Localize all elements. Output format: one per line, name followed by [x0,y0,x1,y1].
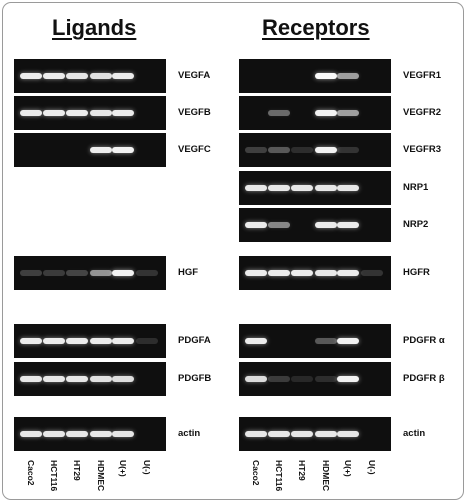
band-nrp1-u [337,185,359,191]
band-vegfb-u [112,110,134,116]
lane-label-receptors-u: U(+) [343,460,353,477]
band-pdgfb-u [112,376,134,382]
label-vegfr3: VEGFR3 [403,144,442,155]
band-vegfb-hdmec [90,110,112,116]
band-nrp1-ht29 [291,185,313,191]
gel-actin-r [239,417,391,451]
band-vegfb-caco2 [20,110,42,116]
band-actin-r-hdmec [315,431,337,437]
gel-nrp1 [239,171,391,205]
band-pdgfrb-u [337,376,359,382]
lane-label-ligands-u: U(-) [142,460,152,475]
label-vegfc: VEGFC [178,144,211,155]
gel-vegfb [14,96,166,130]
gel-pdgfb [14,362,166,396]
band-vegfr3-hdmec [315,147,337,153]
band-nrp2-hdmec [315,222,337,228]
label-vegfr2: VEGFR2 [403,107,442,118]
band-vegfr3-ht29 [291,147,313,153]
ligands-heading: Ligands [52,15,137,40]
band-pdgfra-hdmec [315,338,337,344]
gel-hgf [14,256,166,290]
band-nrp1-hct116 [268,185,290,191]
gel-vegfa [14,59,166,93]
gel-vegfr2 [239,96,391,130]
gel-nrp2 [239,208,391,242]
band-pdgfrb-ht29 [291,376,313,382]
band-actin-l-hct116 [43,431,65,437]
band-vegfr1-u [337,73,359,79]
band-vegfc-u [112,147,134,153]
lane-label-receptors-hdmec: HDMEC [321,460,331,492]
band-pdgfrb-hct116 [268,376,290,382]
band-pdgfb-hct116 [43,376,65,382]
band-hgfr-hdmec [315,270,337,276]
band-pdgfra-u [337,338,359,344]
band-pdgfa-u [136,338,158,344]
band-nrp1-caco2 [245,185,267,191]
gel-pdgfrb [239,362,391,396]
band-vegfr2-hdmec [315,110,337,116]
band-pdgfrb-hdmec [315,376,337,382]
lane-label-ligands-u: U(+) [118,460,128,477]
band-actin-l-ht29 [66,431,88,437]
band-hgfr-caco2 [245,270,267,276]
band-hgfr-u [361,270,383,276]
band-actin-r-ht29 [291,431,313,437]
label-vegfa: VEGFA [178,70,211,81]
band-hgf-hct116 [43,270,65,276]
label-vegfr1: VEGFR1 [403,70,442,81]
band-pdgfa-hdmec [90,338,112,344]
lane-label-ligands-hdmec: HDMEC [96,460,106,492]
band-hgf-hdmec [90,270,112,276]
band-vegfa-u [112,73,134,79]
label-pdgfra: PDGFR α [403,335,445,346]
label-actin-l: actin [178,428,201,439]
band-vegfr3-u [337,147,359,153]
band-actin-l-hdmec [90,431,112,437]
band-actin-l-caco2 [20,431,42,437]
band-vegfa-hdmec [90,73,112,79]
band-vegfb-hct116 [43,110,65,116]
gel-pdgfa [14,324,166,358]
band-nrp2-u [337,222,359,228]
band-vegfr2-u [337,110,359,116]
band-vegfa-caco2 [20,73,42,79]
band-hgfr-hct116 [268,270,290,276]
band-vegfr3-caco2 [245,147,267,153]
band-pdgfa-u [112,338,134,344]
band-pdgfa-hct116 [43,338,65,344]
lane-label-receptors-caco2: Caco2 [251,460,261,486]
band-nrp2-hct116 [268,222,290,228]
band-actin-r-hct116 [268,431,290,437]
lane-label-ligands-hct116: HCT116 [49,460,59,492]
label-nrp2: NRP2 [403,219,429,230]
label-nrp1: NRP1 [403,182,429,193]
band-hgfr-ht29 [291,270,313,276]
label-hgf: HGF [178,267,199,278]
label-pdgfb: PDGFB [178,373,212,384]
gel-vegfr3 [239,133,391,167]
lane-label-receptors-u: U(-) [367,460,377,475]
band-vegfr3-hct116 [268,147,290,153]
gel-hgfr [239,256,391,290]
band-hgf-ht29 [66,270,88,276]
label-vegfb: VEGFB [178,107,211,118]
band-hgf-u [112,270,134,276]
lane-label-receptors-ht29: HT29 [297,460,307,481]
lane-label-ligands-ht29: HT29 [72,460,82,481]
band-pdgfrb-caco2 [245,376,267,382]
band-vegfr1-hdmec [315,73,337,79]
band-vegfr2-hct116 [268,110,290,116]
band-pdgfa-caco2 [20,338,42,344]
band-actin-l-u [112,431,134,437]
band-pdgfb-caco2 [20,376,42,382]
lane-label-receptors-hct116: HCT116 [274,460,284,492]
band-hgfr-u [337,270,359,276]
band-pdgfra-caco2 [245,338,267,344]
label-pdgfa: PDGFA [178,335,211,346]
label-pdgfrb: PDGFR β [403,373,445,384]
band-vegfc-hdmec [90,147,112,153]
band-actin-r-caco2 [245,431,267,437]
band-nrp2-caco2 [245,222,267,228]
gel-pdgfra [239,324,391,358]
band-pdgfa-ht29 [66,338,88,344]
band-vegfb-ht29 [66,110,88,116]
label-actin-r: actin [403,428,426,439]
band-hgf-caco2 [20,270,42,276]
band-vegfa-ht29 [66,73,88,79]
label-hgfr: HGFR [403,267,430,278]
receptors-heading: Receptors [262,15,370,40]
band-vegfa-hct116 [43,73,65,79]
gel-vegfc [14,133,166,167]
gel-actin-l [14,417,166,451]
gel-vegfr1 [239,59,391,93]
band-pdgfb-ht29 [66,376,88,382]
band-hgf-u [136,270,158,276]
band-actin-r-u [337,431,359,437]
band-pdgfb-hdmec [90,376,112,382]
lane-label-ligands-caco2: Caco2 [26,460,36,486]
band-nrp1-hdmec [315,185,337,191]
